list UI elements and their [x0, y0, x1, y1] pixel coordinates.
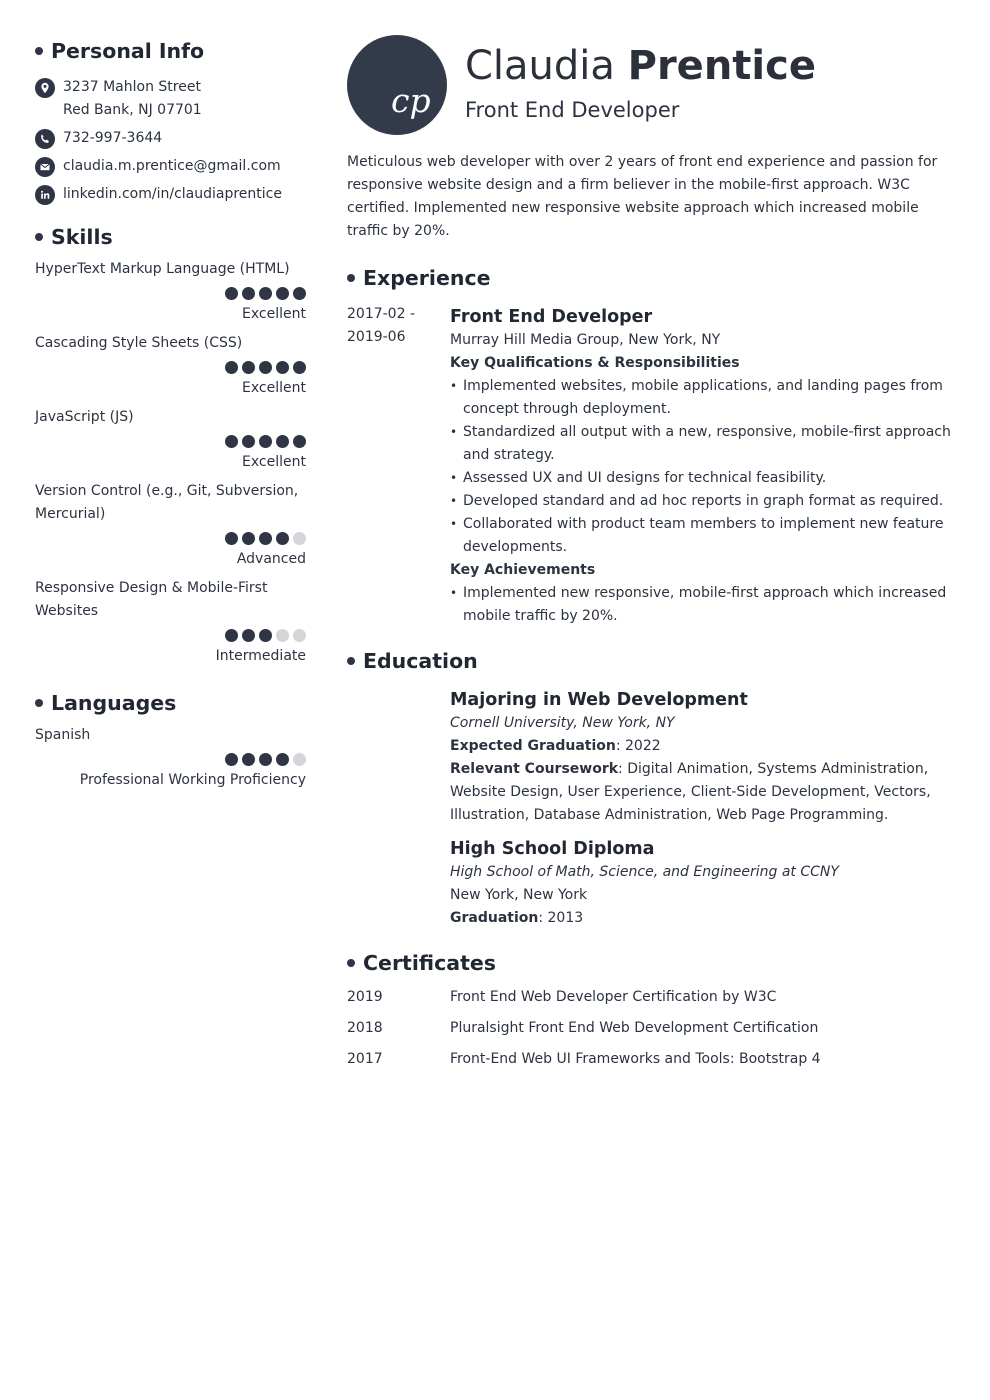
- rating-dot-filled: [276, 753, 289, 766]
- certificate-year: 2017: [347, 1051, 383, 1067]
- languages-heading: [35, 688, 306, 718]
- skill-level: Excellent: [242, 380, 306, 396]
- skills-list: [35, 258, 306, 668]
- rating-dot-filled: [225, 361, 238, 374]
- avatar-initials: cp: [391, 81, 431, 120]
- experience-body: [450, 303, 957, 628]
- last-name: Prentice: [627, 43, 816, 89]
- rating-dot-filled: [259, 287, 272, 300]
- skill-level: Excellent: [242, 306, 306, 322]
- list-item: • Assessed UX and UI designs for technical feasibility.: [450, 467, 957, 490]
- list-item: • Implemented websites, mobile applications, and landing pages from concept through deployment.: [450, 375, 957, 421]
- degree: Majoring in Web Development: [450, 690, 748, 710]
- section-bullet-icon: [35, 699, 43, 707]
- full-name: [465, 40, 816, 92]
- responsibilities-list: [450, 375, 957, 559]
- first-name: Claudia: [465, 43, 615, 89]
- skill-name: JavaScript (JS): [35, 409, 134, 425]
- section-bullet-icon: [347, 959, 355, 967]
- coursework-line: [450, 758, 957, 827]
- rating-dot-filled: [242, 287, 255, 300]
- graduation-line: [450, 907, 957, 930]
- linkedin-link[interactable]: linkedin.com/in/claudiaprentice: [63, 186, 282, 202]
- name-block: [465, 40, 816, 125]
- avatar: [347, 35, 447, 135]
- contact-phone: [35, 127, 306, 150]
- education-body: [450, 686, 957, 930]
- address-line1: 3237 Mahlon Street: [63, 79, 201, 95]
- skill-name: Responsive Design & Mobile-First Websites: [35, 580, 268, 619]
- skill-item: [35, 258, 306, 326]
- experience-title: Experience: [363, 266, 491, 290]
- languages-title: Languages: [51, 691, 177, 715]
- certificate-name: Front End Web Developer Certification by W3C: [450, 989, 777, 1005]
- rating-dots: [35, 532, 306, 546]
- graduation-value: : 2022: [615, 738, 661, 754]
- graduation-label: Graduation: [450, 910, 539, 926]
- rating-dot-filled: [225, 435, 238, 448]
- skill-item: [35, 480, 306, 571]
- job-title: Front End Developer: [465, 98, 680, 122]
- achievements-list: [450, 582, 957, 628]
- section-bullet-icon: [35, 233, 43, 241]
- section-bullet-icon: [347, 274, 355, 282]
- certificate-name: Pluralsight Front End Web Development Certification: [450, 1020, 819, 1036]
- section-bullet-icon: [35, 47, 43, 55]
- rating-dot-filled: [276, 287, 289, 300]
- certificate-name: Front-End Web UI Frameworks and Tools: Bootstrap 4: [450, 1051, 821, 1067]
- experience-entry: [347, 303, 957, 628]
- rating-dot-filled: [259, 532, 272, 545]
- rating-dot-filled: [225, 629, 238, 642]
- qualifications-heading: Key Qualifications & Responsibilities: [450, 355, 740, 371]
- certificate-row: [347, 986, 957, 1009]
- graduation-label: Expected Graduation: [450, 738, 616, 754]
- coursework-label: Relevant Coursework: [450, 761, 619, 777]
- rating-dot-empty: [293, 753, 306, 766]
- rating-dot-filled: [259, 753, 272, 766]
- personal-info-title: Personal Info: [51, 39, 205, 63]
- contact-address: [35, 76, 306, 122]
- list-item: • Collaborated with product team members to implement new feature developments.: [450, 513, 957, 559]
- personal-info-heading: [35, 36, 306, 66]
- date-start: 2017-02 -: [347, 306, 415, 322]
- address-line2: Red Bank, NJ 07701: [63, 102, 202, 118]
- rating-dot-filled: [225, 532, 238, 545]
- envelope-icon: [35, 157, 55, 177]
- rating-dot-filled: [225, 753, 238, 766]
- resume-header: [347, 35, 957, 135]
- school: Cornell University, New York, NY: [450, 715, 675, 731]
- contact-linkedin: [35, 183, 306, 206]
- skill-name: Version Control (e.g., Git, Subversion, Mercurial): [35, 483, 299, 522]
- achievements-heading: Key Achievements: [450, 562, 596, 578]
- right-column: [347, 35, 957, 1071]
- school: High School of Math, Science, and Engineering at CCNY: [450, 864, 839, 880]
- rating-dot-filled: [293, 287, 306, 300]
- certificate-year: 2019: [347, 989, 383, 1005]
- experience-dates: [347, 303, 450, 628]
- position-title: Front End Developer: [450, 307, 653, 327]
- coursework-value: : Digital Animation, Systems Administration, Website Design, User Experience, Client-Side Development, Vectors, Illustration, Database Administration, Web Page Programming.: [450, 761, 931, 823]
- contact-list: [35, 76, 306, 206]
- certificates-title: Certificates: [363, 951, 496, 975]
- rating-dots: [35, 287, 306, 301]
- rating-dot-filled: [242, 629, 255, 642]
- certificate-year: 2018: [347, 1020, 383, 1036]
- graduation-line: [450, 735, 957, 758]
- rating-dots: [35, 435, 306, 449]
- school-location: New York, New York: [450, 887, 588, 903]
- rating-dot-filled: [259, 435, 272, 448]
- skill-item: [35, 406, 306, 474]
- experience-heading: [347, 263, 957, 293]
- rating-dot-filled: [242, 753, 255, 766]
- language-name: Spanish: [35, 727, 91, 743]
- rating-dots: [35, 753, 306, 767]
- rating-dot-filled: [276, 361, 289, 374]
- phone-icon: [35, 129, 55, 149]
- skill-item: [35, 332, 306, 400]
- education-entry: [347, 686, 957, 930]
- phone-link[interactable]: 732-997-3644: [63, 130, 163, 146]
- skills-title: Skills: [51, 225, 113, 249]
- summary-text: Meticulous web developer with over 2 years of front end experience and passion for responsive website design and a firm believer in the mobile-first approach. W3C certified. Implemented new responsive website approach which increased mobile traffic by 20%.: [347, 154, 938, 239]
- rating-dot-filled: [259, 629, 272, 642]
- location-pin-icon: [35, 78, 55, 98]
- section-bullet-icon: [347, 657, 355, 665]
- rating-dot-filled: [293, 361, 306, 374]
- rating-dot-filled: [259, 361, 272, 374]
- rating-dot-filled: [242, 532, 255, 545]
- skill-item: [35, 577, 306, 668]
- skill-level: Advanced: [236, 551, 306, 567]
- rating-dot-filled: [225, 287, 238, 300]
- rating-dot-filled: [276, 532, 289, 545]
- linkedin-icon: [35, 185, 55, 205]
- certificates-heading: [347, 948, 957, 978]
- language-item: [35, 724, 306, 792]
- skill-name: HyperText Markup Language (HTML): [35, 261, 290, 277]
- email-link[interactable]: claudia.m.prentice@gmail.com: [63, 158, 281, 174]
- education-heading: [347, 646, 957, 676]
- list-item: • Standardized all output with a new, responsive, mobile-first approach and strategy.: [450, 421, 957, 467]
- certificates-list: [347, 986, 957, 1071]
- rating-dots: [35, 629, 306, 643]
- skill-name: Cascading Style Sheets (CSS): [35, 335, 243, 351]
- rating-dot-empty: [293, 532, 306, 545]
- rating-dot-filled: [293, 435, 306, 448]
- skills-heading: [35, 222, 306, 252]
- list-item: • Implemented new responsive, mobile-first approach which increased mobile traffic by 20%.: [450, 582, 957, 628]
- rating-dot-filled: [242, 435, 255, 448]
- rating-dot-empty: [293, 629, 306, 642]
- skill-level: Excellent: [242, 454, 306, 470]
- graduation-value: : 2013: [538, 910, 584, 926]
- date-end: 2019-06: [347, 329, 406, 345]
- rating-dots: [35, 361, 306, 375]
- rating-dot-filled: [242, 361, 255, 374]
- language-level: Professional Working Proficiency: [79, 772, 306, 788]
- degree: High School Diploma: [450, 839, 655, 859]
- education-title: Education: [363, 649, 478, 673]
- certificate-row: [347, 1017, 957, 1040]
- rating-dot-empty: [276, 629, 289, 642]
- education-date: [347, 686, 450, 930]
- rating-dot-filled: [276, 435, 289, 448]
- company: Murray Hill Media Group, New York, NY: [450, 332, 721, 348]
- skill-level: Intermediate: [215, 648, 306, 664]
- left-column: [35, 36, 306, 792]
- certificate-row: [347, 1048, 957, 1071]
- list-item: • Developed standard and ad hoc reports in graph format as required.: [450, 490, 957, 513]
- contact-email: [35, 155, 306, 178]
